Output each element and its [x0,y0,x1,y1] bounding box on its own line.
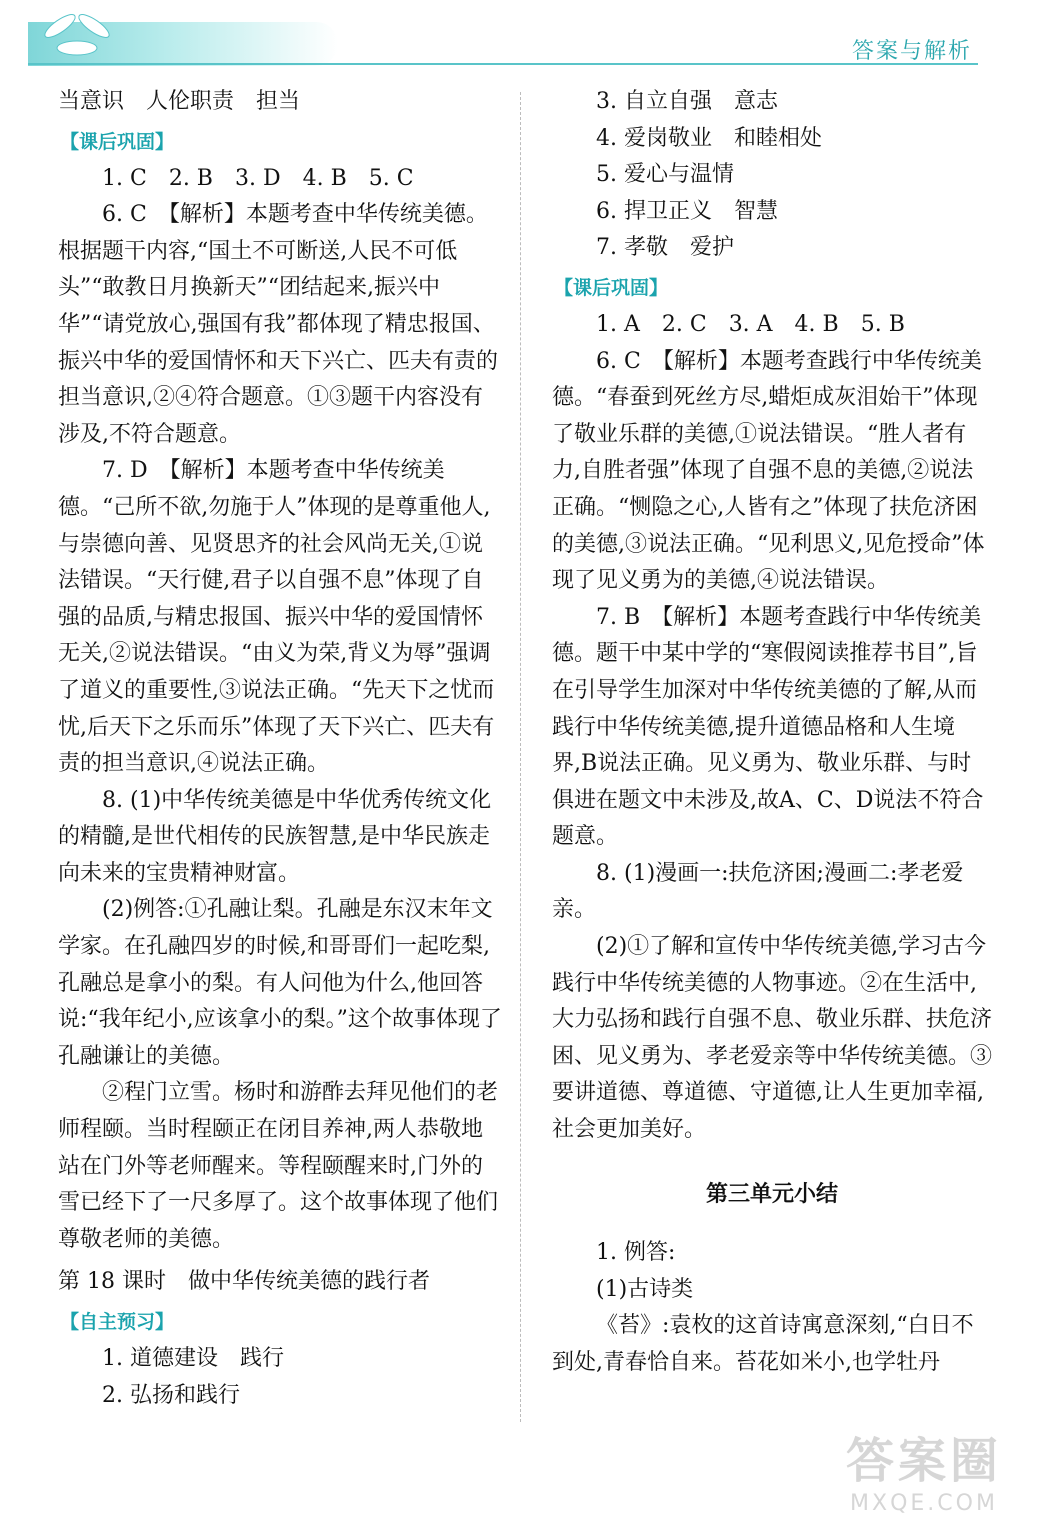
watermark-url: MXQE.COM [850,1491,998,1516]
answer-paragraph: 3. 自立自强 意志 [596,89,778,114]
section-heading [58,121,503,161]
left-column [58,84,503,1414]
answer-paragraph: 7. D 【解析】本题考查中华传统美德。“己所不欲,勿施于人”体现的是尊重他人,与崇德向善、见贤思齐的社会风尚无关,①说法错误。“天行健,君子以自强不息”体现了自强的品质,与精忠报国、振兴中华的爱国情怀无关,②说法错误。“由义为荣,背义为辱”强调了道义的重要性,③说法正确。“先天下之忧而忧,后天下之乐而乐”体现了天下兴亡、匹夫有责的担当意识,④说法正确。 [58,458,495,777]
section-label: 【课后巩固】 [554,276,669,299]
answer-paragraph: 5. 爱心与温情 [596,162,734,188]
answer-paragraph: 当意识 人伦职责 担当 [58,89,301,114]
answer-paragraph: ②程门立雪。杨时和游酢去拜见他们的老师程颐。当时程颐正在闭目养神,两人恭敬地站在门外等老师醒来。等程颐醒来时,门外的雪已经下了一尺多厚了。这个故事体现了他们尊敬老师的美德。 [58,1080,499,1252]
answer-paragraph: 2. 弘扬和践行 [102,1382,240,1408]
answer-paragraph: 8. (1)漫画一:扶危济困;漫画二:孝老爱亲。 [552,860,964,923]
answer-paragraph: 1. 道德建设 践行 [102,1346,284,1371]
answer-paragraph: 8. (1)中华传统美德是中华优秀传统文化的精髓,是世代相传的民族智慧,是中华民族走向未来的宝贵精神财富。 [58,787,492,886]
answer-paragraph: 《苔》:袁枚的这首诗寓意深刻,“白日不到处,青春恰自来。苔花如米小,也学牡丹 [552,1313,974,1375]
answer-paragraph: 4. 爱岗敬业 和睦相处 [596,125,822,151]
answer-paragraph: (2)①了解和宣传中华传统美德,学习古今践行中华传统美德的人物事迹。②在生活中,大力弘扬和践行自强不息、敬业乐群、扶危济困、见义勇为、孝老爱亲等中华传统美德。③要讲道德、尊道德、守道德,让人生更加幸福,社会更加美好。 [552,934,993,1143]
answer-paragraph: 1. C 2. B 3. D 4. B 5. C [102,165,414,191]
page-header [0,0,1042,80]
unit-summary-title: 第三单元小结 [705,1181,838,1207]
watermark-logo: 答案圈 [845,1433,1002,1489]
lesson-title: 第 18 课时 做中华传统美德的践行者 [58,1269,430,1295]
section-heading [58,1301,503,1341]
answer-paragraph: 6. C 【解析】本题考查践行中华传统美德。“春蚕到死丝方尽,蜡炬成灰泪始干”体现了敬业乐群的美德,①说法错误。“胜人者有力,自胜者强”体现了自强不息的美德,②说法正确。“恻隐之心,人皆有之”体现了扶危济困的美德,③说法正确。“见利思义,见危授命”体现了见义勇为的美德,④说法错误。 [552,348,985,594]
section-label: 【课后巩固】 [60,130,175,153]
answer-paragraph: 6. C 【解析】本题考查中华传统美德。根据题干内容,“国土不可断送,人民不可低头”“敢教日月换新天”“团结起来,振兴中华”“请党放心,强国有我”都体现了精忠报国、振兴中华的爱国情怀和天下兴亡、匹夫有责的担当意识,②④符合题意。①③题干内容没有涉及,不符合题意。 [58,202,499,447]
watermark [846,1422,1002,1516]
answer-paragraph: 1. 例答: [596,1240,676,1266]
right-column [552,84,992,1382]
header-rule [28,63,978,65]
header-title: 答案与解析 [851,39,972,64]
section-label: 【自主预习】 [60,1311,175,1333]
answer-paragraph: 7. B 【解析】本题考查践行中华传统美德。题干中某中学的“寒假阅读推荐书目”,旨在引导学生加深对中华传统美德的了解,从而践行中华传统美德,提升道德品格和人生境界,B说法正确。见义勇为、敬业乐群、与时俱进在题文中未涉及,故A、C、D说法不符合题意。 [552,604,984,850]
answer-paragraph: (2)例答:①孔融让梨。孔融是东汉末年文学家。在孔融四岁的时候,和哥哥们一起吃梨,孔融总是拿小的梨。有人问他为什么,他回答说:“我年纪小,应该拿小的梨。”这个故事体现了孔融谦让的美德。 [58,897,502,1069]
section-heading [552,267,992,307]
answer-paragraph: (1)古诗类 [596,1276,694,1302]
answer-paragraph: 7. 孝敬 爱护 [596,235,734,261]
column-divider [520,92,521,1422]
answer-paragraph: 1. A 2. C 3. A 4. B 5. B [596,311,905,337]
answer-paragraph: 6. 捍卫正义 智慧 [596,198,778,224]
dragonfly-icon [40,8,130,68]
